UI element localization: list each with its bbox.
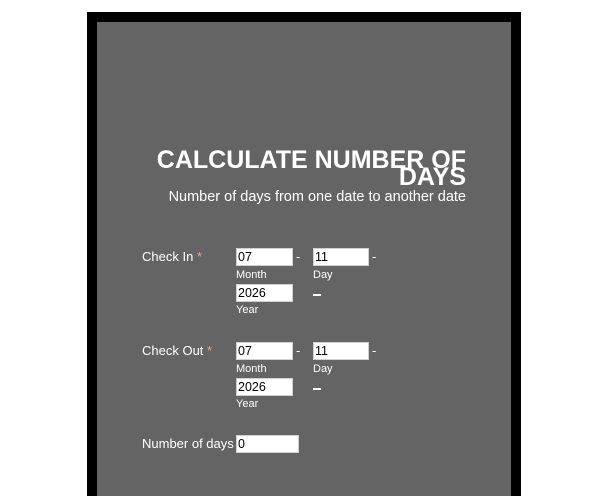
page-subtitle: Number of days from one date to another date xyxy=(168,189,466,205)
check-in-month-input[interactable] xyxy=(236,248,293,266)
check-out-day-caption: Day xyxy=(313,363,333,375)
check-in-day-input[interactable] xyxy=(313,248,369,266)
number-of-days-label: Number of days xyxy=(142,436,234,451)
check-out-year-caption: Year xyxy=(236,398,259,410)
check-in-group xyxy=(142,248,442,318)
number-of-days-input[interactable] xyxy=(236,435,299,453)
check-out-month-caption: Month xyxy=(236,363,267,375)
check-in-year-input[interactable] xyxy=(236,284,293,302)
required-mark: * xyxy=(196,249,202,264)
date-separator: - xyxy=(372,343,377,358)
number-of-days-group xyxy=(142,435,442,453)
date-separator: - xyxy=(372,249,377,264)
page-title: CALCULATE NUMBER OF DAYS xyxy=(156,146,466,191)
check-in-day-caption: Day xyxy=(313,269,333,281)
check-out-day-input[interactable] xyxy=(313,342,369,360)
required-mark: * xyxy=(207,343,213,358)
date-separator: - xyxy=(296,343,301,358)
check-in-label xyxy=(142,248,202,266)
check-in-year-caption: Year xyxy=(236,304,259,316)
form-frame xyxy=(87,12,521,496)
dash-mark xyxy=(313,294,321,296)
check-in-month-caption: Month xyxy=(236,269,267,281)
date-separator: - xyxy=(296,249,301,264)
check-out-label xyxy=(142,342,212,360)
check-out-label-text: Check Out xyxy=(142,343,204,358)
check-out-year-input[interactable] xyxy=(236,378,293,396)
dash-mark xyxy=(313,388,321,390)
check-out-month-input[interactable] xyxy=(236,342,293,360)
check-out-group xyxy=(142,342,442,412)
check-in-label-text: Check In xyxy=(142,249,194,264)
